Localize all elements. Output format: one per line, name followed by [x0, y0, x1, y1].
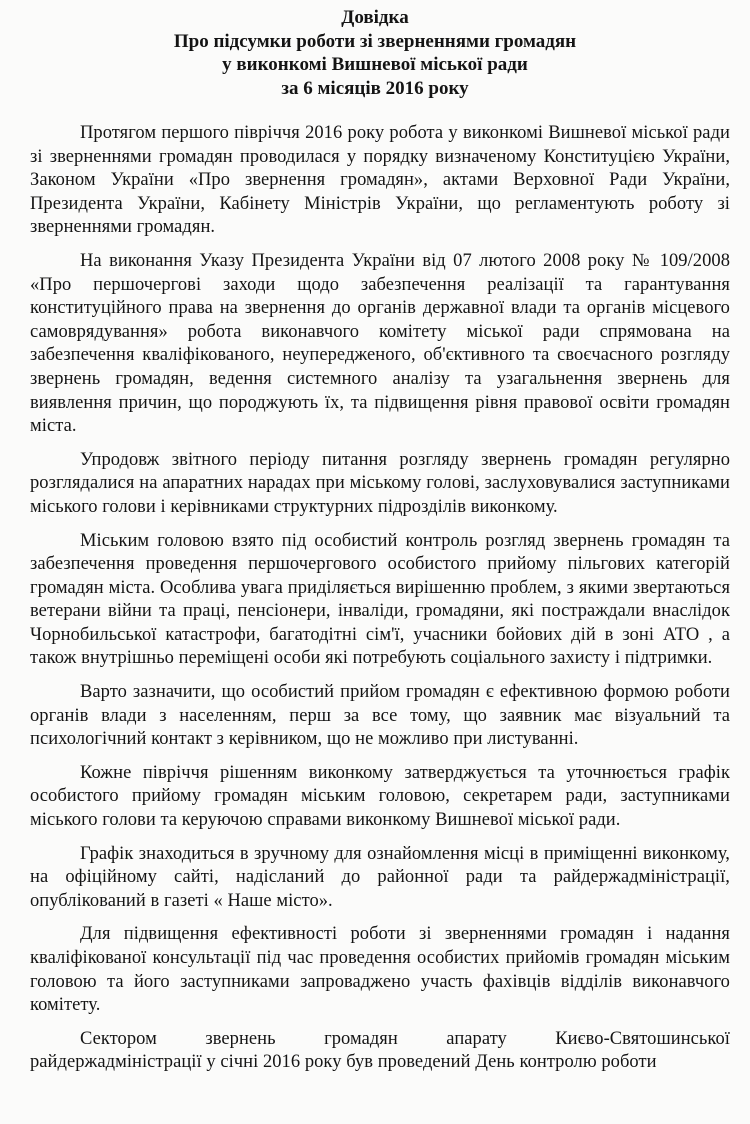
paragraph: Для підвищення ефективності роботи зі зверненнями громадян і надання кваліфікованої консультації під час проведення особистих прийомів громадян міським головою та його заступниками запроваджено участь фахівців відділів виконавчого комітету. [30, 924, 730, 1016]
title-line-2: Про підсумки роботи зі зверненнями громадян [173, 30, 577, 52]
paragraph: Сектором звернень громадян апарату Києво-Святошинської райдержадміністрації у січні 2016 року був проведений День контролю роботи [30, 1028, 730, 1073]
title-line-3: у виконкомі Вишневої міської ради [222, 54, 528, 75]
title-line-1: Довідка [341, 7, 409, 28]
document-body [30, 122, 730, 1075]
paragraph: Упродовж звітного періоду питання розгляду звернень громадян регулярно розглядалися на апаратних нарадах при міському голові, заслуховувалися заступниками міського голови і керівниками структурних підрозділів виконкому. [30, 449, 730, 517]
paragraph: Варто зазначити, що особистий прийом громадян є ефективною формою роботи органів влади з населенням, перш за все тому, що заявник має візуальний та психологічний контакт з керівником, що не можливо при листуванні. [30, 682, 730, 750]
paragraph: Кожне півріччя рішенням виконкому затверджується та уточнюється графік особистого прийому громадян міським головою, секретарем ради, заступниками міського голови та керуючою справами виконкому Вишневої міської ради. [30, 762, 730, 831]
paragraph: Протягом першого півріччя 2016 року робота у виконкомі Вишневої міської ради зі зверненнями громадян проводилася у порядку визначеному Конституцією України, Законом України «Про звернення громадян», актами Верховної Ради України, Президента України, Кабінету Міністрів України, що регламентують роботу зі зверненнями громадян. [30, 123, 730, 238]
document-title [0, 6, 750, 100]
paragraph: На виконання Указу Президента України від 07 лютого 2008 року № 109/2008 «Про першочергові заходи щодо забезпечення реалізації та гарантування конституційного права на звернення до органів державної влади та органів місцевого самоврядування» робота виконавчого комітету міської ради спрямована на забезпечення кваліфікованого, неупередженого, об'єктивного та своєчасного розгляду звернень громадян, ведення системного аналізу та узагальнення звернень для виявлення причин, що породжують їх, та підвищення рівня правової освіти громадян міста. [30, 250, 730, 437]
paragraph: Графік знаходиться в зручному для ознайомлення місці в приміщенні виконкому, на офіційному сайті, надісланий до районної ради та райдержадміністрації, опублікований в газеті « Наше місто». [30, 843, 730, 911]
paragraph: Міським головою взято під особистий контроль розгляд звернень громадян та забезпечення проведення першочергового особистого прийому пільгових категорій громадян міста. Особлива увага приділяється вирішенню проблем, з якими звертаються ветерани війни та праці, пенсіонери, інваліди, громадяни, які постраждали внаслідок Чорнобильської катастрофи, багатодітні сім'ї, учасники бойових дій в зоні АТО , а також внутрішньо переміщені особи які потребують соціального захисту і підтримки. [30, 530, 730, 669]
title-line-4: за 6 місяців 2016 року [281, 77, 469, 99]
